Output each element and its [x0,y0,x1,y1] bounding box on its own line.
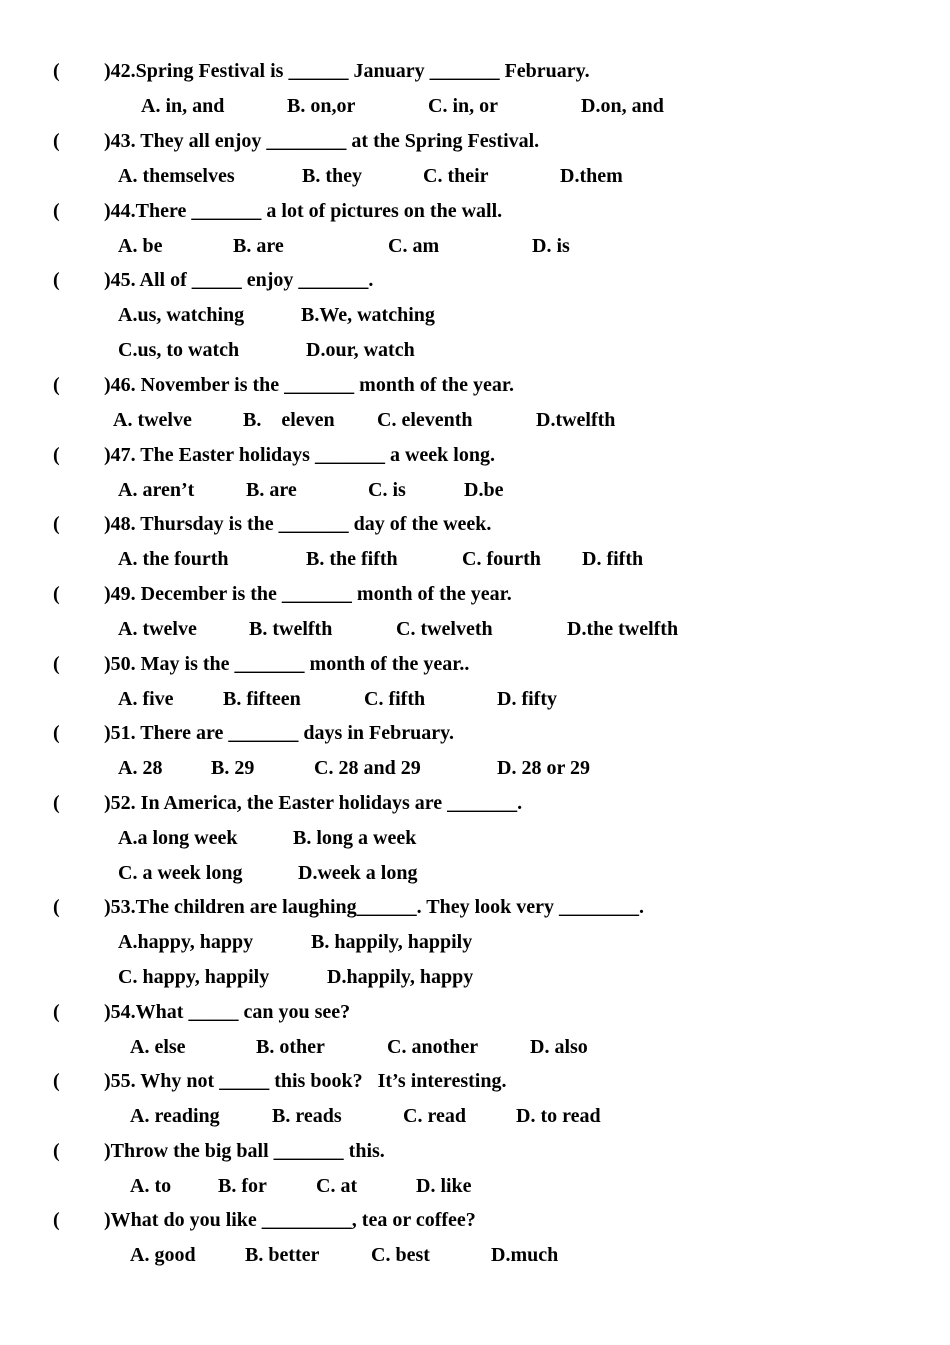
option-d[interactable]: D. 28 or 29 [497,757,590,779]
option-a[interactable]: A.happy, happy [118,931,254,953]
option-c[interactable]: C. fifth [364,688,426,710]
question-text: )43. They all enjoy ________ at the Spring Festival. [104,130,540,152]
option-a[interactable]: A. be [118,235,163,257]
question-text: )46. November is the _______ month of the year. [104,374,514,396]
option-d[interactable]: D. also [530,1036,588,1058]
question-text: )45. All of _____ enjoy _______. [104,269,374,291]
answer-bracket[interactable]: ( [53,1001,60,1023]
option-d[interactable]: D.on, and [581,95,664,117]
question-text: )Throw the big ball _______ this. [104,1140,385,1162]
answer-bracket[interactable]: ( [53,444,60,466]
answer-bracket[interactable]: ( [53,200,60,222]
option-d[interactable]: D.much [491,1244,559,1266]
answer-bracket[interactable]: ( [53,896,60,918]
answer-bracket[interactable]: ( [53,792,60,814]
question-text: )51. There are _______ days in February. [104,722,454,744]
question-text: )53.The children are laughing______. They look very ________. [104,896,645,918]
question-text: )55. Why not _____ this book? It’s interesting. [104,1070,507,1092]
question-text: )42.Spring Festival is ______ January _______ February. [104,60,590,82]
option-a[interactable]: A. to [130,1175,172,1197]
option-d[interactable]: D.be [464,479,504,501]
option-c[interactable]: C. am [388,235,440,257]
question-text: )What do you like _________, tea or coffee? [104,1209,476,1231]
option-c[interactable]: C. fourth [462,548,541,570]
answer-bracket[interactable]: ( [53,583,60,605]
option-a[interactable]: A.a long week [118,827,238,849]
option-b[interactable]: B. are [246,479,297,501]
option-a[interactable]: A. themselves [118,165,235,187]
option-a[interactable]: A. good [130,1244,196,1266]
answer-bracket[interactable]: ( [53,1140,60,1162]
answer-bracket[interactable]: ( [53,513,60,535]
option-c[interactable]: C. at [316,1175,358,1197]
option-a[interactable]: A. reading [130,1105,220,1127]
option-b[interactable]: B. fifteen [223,688,301,710]
option-c[interactable]: C. best [371,1244,430,1266]
option-a[interactable]: A. twelve [118,618,197,640]
option-d[interactable]: D.twelfth [536,409,616,431]
option-d[interactable]: D. fifth [582,548,644,570]
option-b[interactable]: B. reads [272,1105,342,1127]
option-b[interactable]: B.We, watching [301,304,435,326]
option-b[interactable]: B. happily, happily [311,931,473,953]
option-d[interactable]: D.the twelfth [567,618,679,640]
option-b[interactable]: B. other [256,1036,325,1058]
option-a[interactable]: A. the fourth [118,548,229,570]
answer-bracket[interactable]: ( [53,130,60,152]
option-d[interactable]: D.week a long [298,862,418,884]
option-c[interactable]: C. eleventh [377,409,473,431]
option-d[interactable]: D.them [560,165,623,187]
question-text: )54.What _____ can you see? [104,1001,351,1023]
option-a[interactable]: A. in, and [141,95,225,117]
option-b[interactable]: B. eleven [243,409,335,431]
answer-bracket[interactable]: ( [53,1209,60,1231]
option-c[interactable]: C. 28 and 29 [314,757,421,779]
answer-bracket[interactable]: ( [53,60,60,82]
option-c[interactable]: C. in, or [428,95,498,117]
option-d[interactable]: D. fifty [497,688,557,710]
option-a[interactable]: A.us, watching [118,304,245,326]
option-c[interactable]: C. read [403,1105,466,1127]
question-text: )52. In America, the Easter holidays are _______. [104,792,523,814]
option-c[interactable]: C. a week long [118,862,243,884]
answer-bracket[interactable]: ( [53,722,60,744]
option-b[interactable]: B. 29 [211,757,255,779]
option-d[interactable]: D. is [532,235,570,257]
option-b[interactable]: B. they [302,165,362,187]
option-a[interactable]: A. 28 [118,757,163,779]
option-c[interactable]: C. another [387,1036,479,1058]
option-c[interactable]: C. is [368,479,406,501]
answer-bracket[interactable]: ( [53,1070,60,1092]
option-d[interactable]: D. to read [516,1105,601,1127]
option-b[interactable]: B. long a week [293,827,417,849]
option-b[interactable]: B. for [218,1175,267,1197]
answer-bracket[interactable]: ( [53,269,60,291]
option-b[interactable]: B. better [245,1244,320,1266]
option-c[interactable]: C. twelveth [396,618,493,640]
question-text: )48. Thursday is the _______ day of the week. [104,513,492,535]
answer-bracket[interactable]: ( [53,374,60,396]
question-text: )49. December is the _______ month of the year. [104,583,512,605]
option-c[interactable]: C. their [423,165,489,187]
option-a[interactable]: A. aren’t [118,479,195,501]
option-a[interactable]: A. twelve [113,409,192,431]
option-c[interactable]: C. happy, happily [118,966,270,988]
question-text: )44.There _______ a lot of pictures on the wall. [104,200,503,222]
option-a[interactable]: A. five [118,688,174,710]
option-a[interactable]: A. else [130,1036,186,1058]
option-d[interactable]: D.happily, happy [327,966,474,988]
option-b[interactable]: B. twelfth [249,618,333,640]
option-d[interactable]: D. like [416,1175,472,1197]
option-b[interactable]: B. the fifth [306,548,398,570]
question-text: )50. May is the _______ month of the year.. [104,653,470,675]
question-text: )47. The Easter holidays _______ a week long. [104,444,495,466]
option-b[interactable]: B. on,or [287,95,356,117]
answer-bracket[interactable]: ( [53,653,60,675]
option-c[interactable]: C.us, to watch [118,339,240,361]
option-b[interactable]: B. are [233,235,284,257]
option-d[interactable]: D.our, watch [306,339,415,361]
